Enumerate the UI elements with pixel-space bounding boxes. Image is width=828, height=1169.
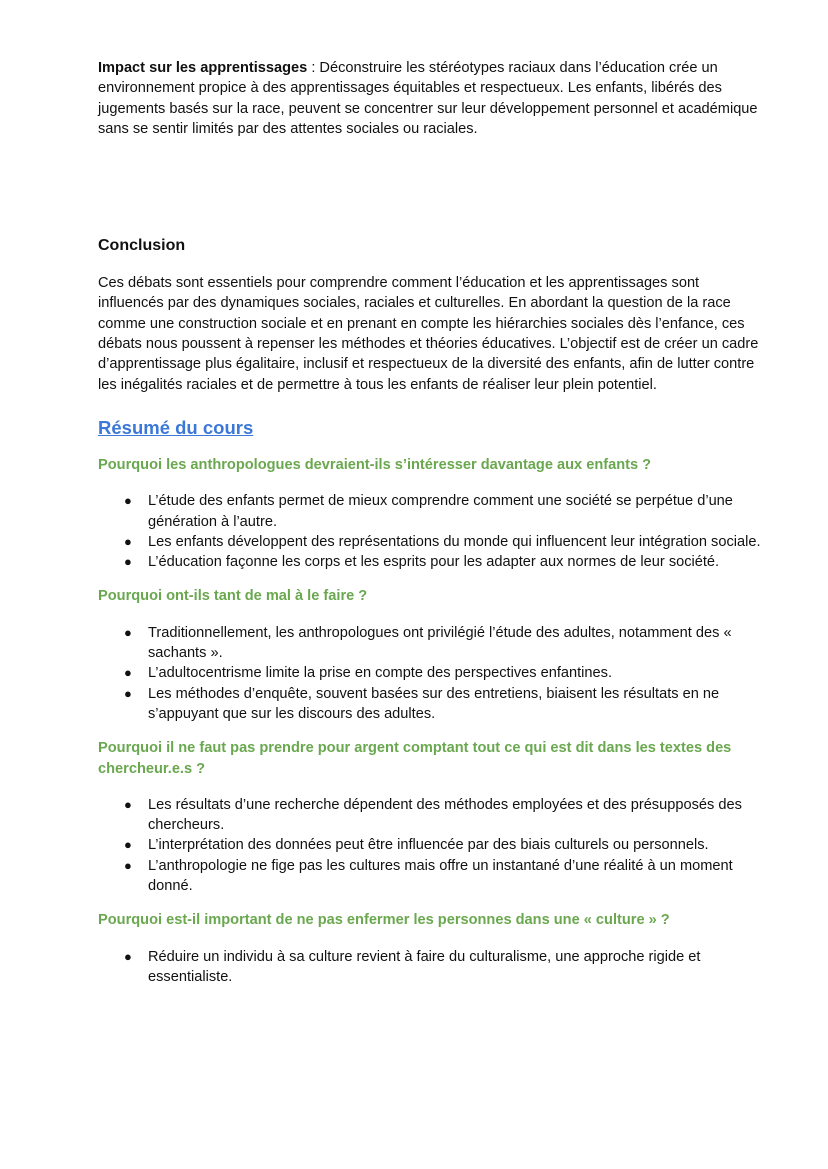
list-item [124,856,768,897]
bullet-icon: ● [124,837,132,853]
list-item [124,491,768,532]
intro-paragraph [98,58,768,139]
list-item [124,795,768,836]
bullet-icon: ● [124,796,132,812]
list-item [124,947,768,988]
section-question: Pourquoi les anthropologues devraient-ils s’intéresser davantage aux enfants ? [98,456,652,473]
document-page [98,58,768,987]
list-item-text: L’interprétation des données peut être influencée par des biais culturels ou personnels. [148,837,709,854]
list-item [124,552,768,572]
list-item [124,684,768,725]
list-item-text: L’étude des enfants permet de mieux comprendre comment une société se perpétue d’une génération à l’autre. [148,493,733,530]
section-question: Pourquoi est-il important de ne pas enfermer les personnes dans une « culture » ? [98,912,670,929]
bullet-icon: ● [124,685,132,701]
bullet-list [98,795,768,896]
bullet-list [98,947,768,988]
list-item [124,663,768,683]
bullet-icon: ● [124,554,132,570]
bullet-list [98,623,768,724]
list-item-text: Les méthodes d’enquête, souvent basées sur des entretiens, biaisent les résultats en ne s’appuyant que sur les discours des adultes. [148,685,720,722]
bullet-icon: ● [124,624,132,640]
list-item [124,835,768,855]
list-item [124,623,768,664]
list-item-text: Réduire un individu à sa culture revient à faire du culturalisme, une approche rigide et essentialiste. [148,948,701,985]
section-question: Pourquoi il ne faut pas prendre pour argent comptant tout ce qui est dit dans les textes des chercheur.e.s ? [98,740,732,777]
bullet-icon: ● [124,948,132,964]
intro-label: Impact sur les apprentissages [98,60,308,76]
intro-text: : Déconstruire les stéréotypes raciaux dans l’éducation crée un environnement propice à des apprentissages équitables et respectueux. Les enfants, libérés des jugements basés sur la race, peuvent se concentrer sur leur développement personnel et académique sans se sentir limités par des attentes sociales ou raciales. [98,60,758,137]
list-item-text: Les enfants développent des représentations du monde qui influencent leur intégration sociale. [148,533,761,550]
list-item-text: Les résultats d’une recherche dépendent des méthodes employées et des présupposés des chercheurs. [148,796,742,834]
bullet-icon: ● [124,665,132,681]
summary-title: Résumé du cours [98,416,254,438]
bullet-icon: ● [124,493,132,509]
list-item-text: L’éducation façonne les corps et les esprits pour les adapter aux normes de leur société. [148,554,720,571]
list-item [124,532,768,552]
conclusion-paragraph: Ces débats sont essentiels pour comprendre comment l’éducation et les apprentissages sont influencés par des dynamiques sociales, raciales et culturelles. En abordant la question de la race comme une construction sociale et en prenant en compte les hiérarchies sociales dès l’enfance, ces débats nous poussent à repenser les méthodes et théories éducatives. L’objectif est de créer un cadre d’apprentissage plus égalitaire, inclusif et respectueux de la diversité des enfants, afin de lutter contre les inégalités raciales et de permettre à tous les enfants de réaliser leur plein potentiel. [98,275,759,393]
bullet-list [98,491,768,572]
bullet-icon: ● [124,857,132,873]
section-question: Pourquoi ont-ils tant de mal à le faire ? [98,588,368,605]
list-item-text: L’adultocentrisme limite la prise en compte des perspectives enfantines. [148,665,612,682]
list-item-text: Traditionnellement, les anthropologues ont privilégié l’étude des adultes, notamment des « sachants ». [148,624,732,662]
list-item-text: L’anthropologie ne fige pas les cultures mais offre un instantané d’une réalité à un moment donné. [148,857,733,895]
conclusion-heading: Conclusion [98,237,186,255]
bullet-icon: ● [124,533,132,549]
